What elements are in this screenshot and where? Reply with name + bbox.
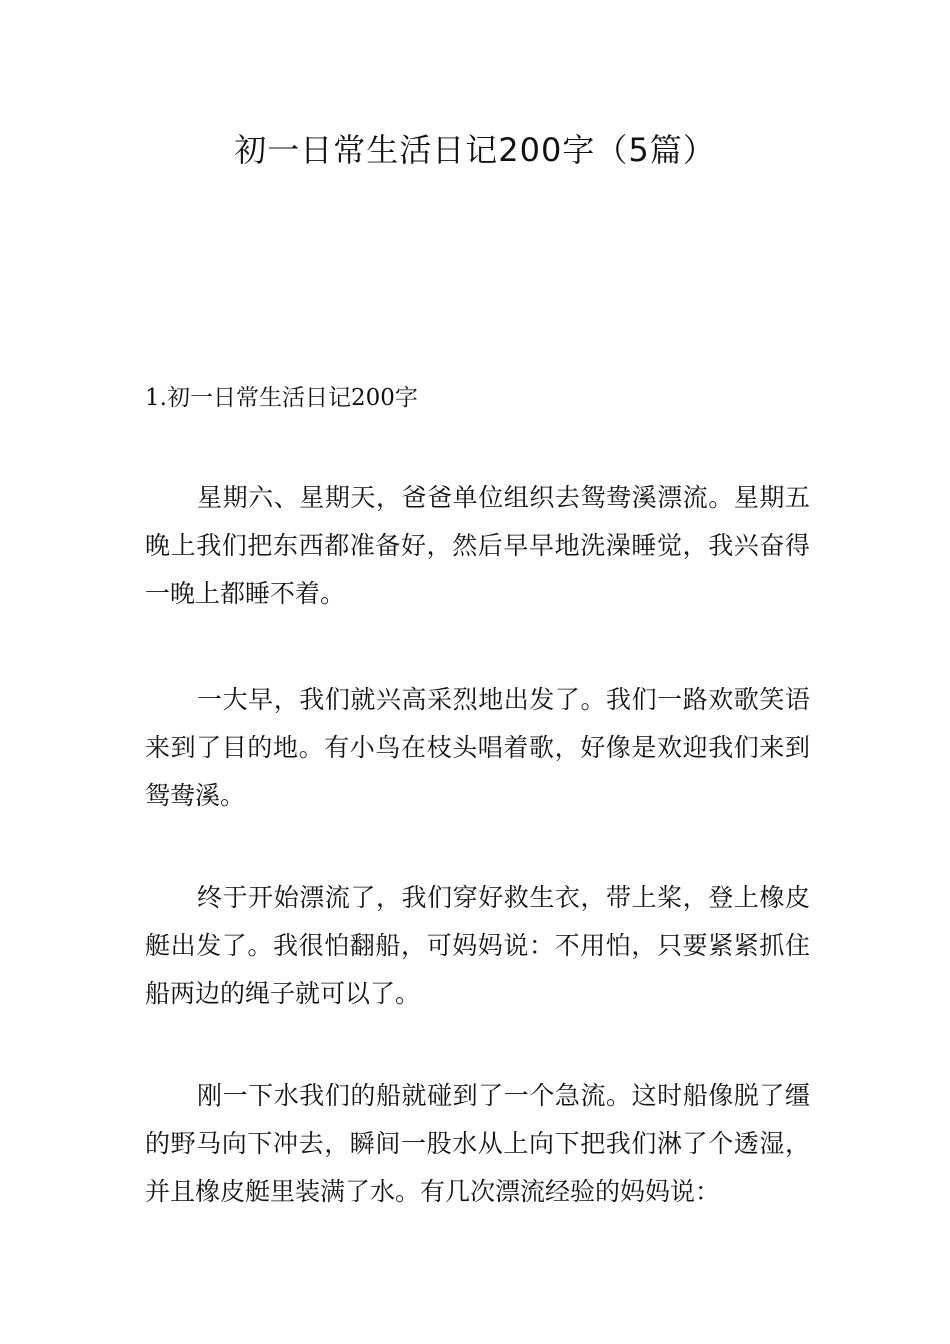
paragraph-2: 一大早，我们就兴高采烈地出发了。我们一路欢歌笑语来到了目的地。有小鸟在枝头唱着歌，好像是欢迎我们来到鸳鸯溪。 [145,685,810,810]
paragraph-3: 终于开始漂流了，我们穿好救生衣，带上桨，登上橡皮艇出发了。我很怕翻船，可妈妈说：不用怕，只要紧紧抓住船两边的绳子就可以了。 [145,883,810,1008]
paragraph-1: 星期六、星期天，爸爸单位组织去鸳鸯溪漂流。星期五晚上我们把东西都准备好，然后早早地洗澡睡觉，我兴奋得一晚上都睡不着。 [145,483,810,608]
document-title: 初一日常生活日记200字（5篇） [234,131,716,169]
paragraph-4: 刚一下水我们的船就碰到了一个急流。这时船像脱了缰的野马向下冲去，瞬间一股水从上向下把我们淋了个透湿，并且橡皮艇里装满了水。有几次漂流经验的妈妈说： [145,1081,810,1206]
section-heading: 1.初一日常生活日记200字 [145,385,418,411]
